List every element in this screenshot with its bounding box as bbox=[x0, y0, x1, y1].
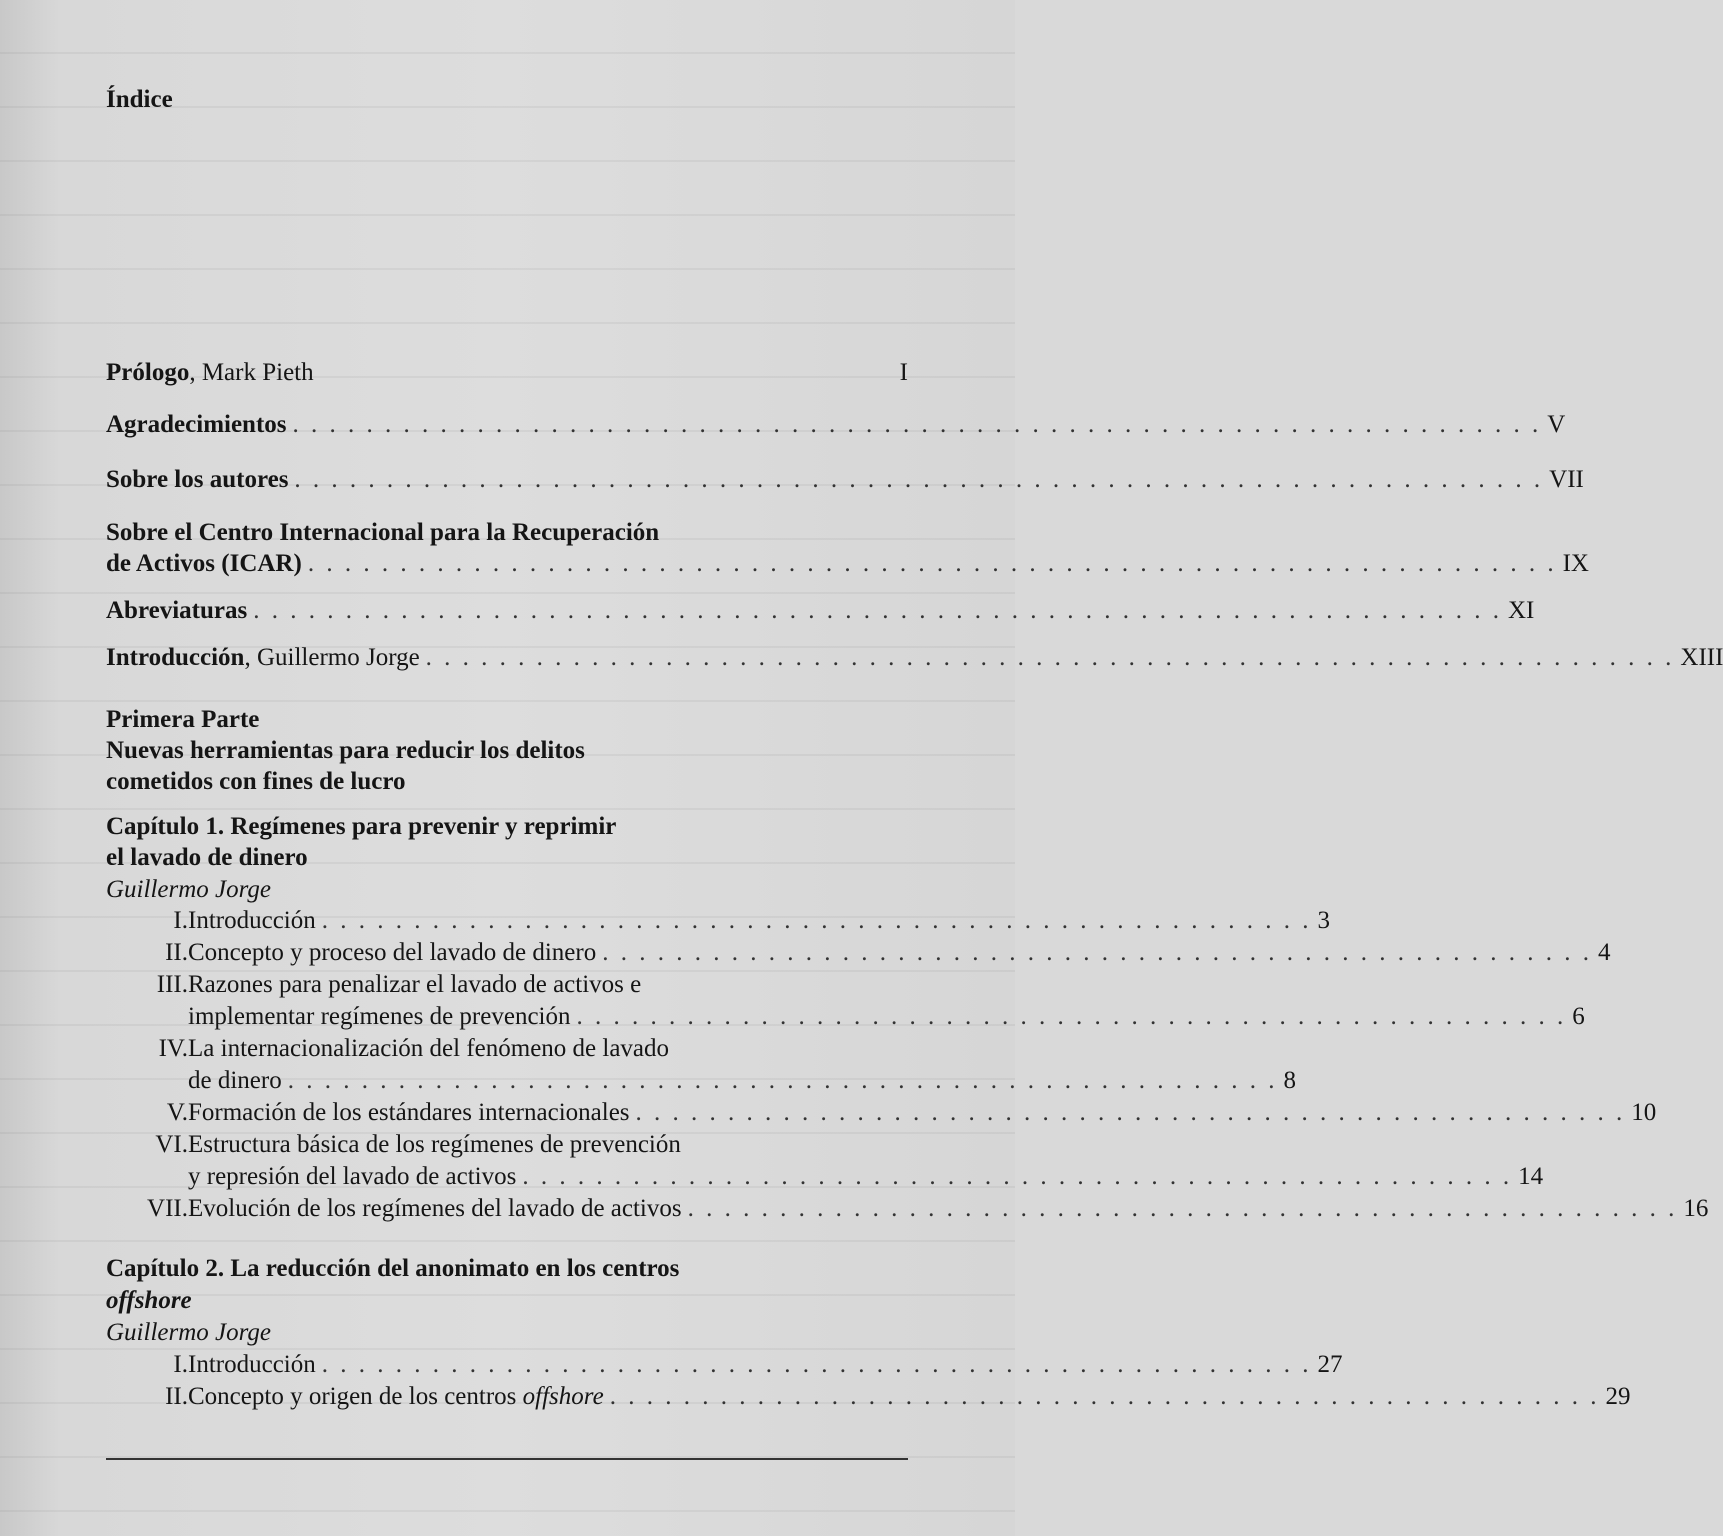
entry-page: VII bbox=[1549, 466, 1584, 493]
item-title: Razones para penalizar el lavado de activos e bbox=[188, 971, 642, 998]
entry-page: IX bbox=[1562, 550, 1589, 577]
item-page: 4 bbox=[1597, 939, 1611, 966]
toc-entry-sobre-autores bbox=[106, 465, 1584, 495]
item-number: II. bbox=[165, 1383, 188, 1410]
part-label: Primera Parte bbox=[106, 706, 260, 733]
item-page: 6 bbox=[1572, 1003, 1585, 1030]
chapter1-title-line1: Capítulo 1. Regímenes para prevenir y reprimir bbox=[106, 813, 617, 840]
item-number: VI. bbox=[155, 1131, 188, 1158]
item-page: 14 bbox=[1518, 1163, 1544, 1190]
item-number: V. bbox=[166, 1099, 188, 1126]
leader-dots: . . . . . . . . . . . . . . . . . . . . . . . . . . . . . . . . . . . . . . . . . . . . . . . . . . . . . . . . . . . . . . . . . . . . bbox=[425, 644, 1675, 671]
item-title: de dinero bbox=[188, 1067, 282, 1094]
footer-rule bbox=[106, 1458, 908, 1460]
item-title: Evolución de los regímenes del lavado de activos bbox=[188, 1195, 682, 1222]
chapter1-author: Guillermo Jorge bbox=[106, 876, 272, 903]
item-title: La internacionalización del fenómeno de lavado bbox=[188, 1035, 670, 1062]
toc-entry-agradecimientos bbox=[106, 410, 1566, 440]
entry-label-line1: Sobre el Centro Internacional para la Recuperación bbox=[106, 519, 660, 546]
item-title: Concepto y origen de los centros bbox=[188, 1383, 523, 1410]
entry-author: , Guillermo Jorge bbox=[244, 644, 420, 671]
leader-dots: . . . . . . . . . . . . . . . . . . . . . . . . . . . . . . . . . . . . . . . . . . . . . . . . . . . . . . . . . . . . . . . . . . . . bbox=[307, 550, 1557, 577]
toc-entry-abreviaturas bbox=[106, 596, 1535, 626]
entry-page: V bbox=[1547, 411, 1566, 438]
item-title: Introducción bbox=[188, 1351, 316, 1378]
item-title: Introducción bbox=[188, 907, 316, 934]
entry-page: XIII bbox=[1680, 644, 1723, 671]
leader-dots: . . . . . . . . . . . . . . . . . . . . . . . . . . . . . . . . . . . . . . . . . . . . . . . . . . . . . . bbox=[321, 907, 1312, 934]
leader-dots: . . . . . . . . . . . . . . . . . . . . . . . . . . . . . . . . . . . . . . . . . . . . . . . . . . . . . . bbox=[687, 1195, 1678, 1222]
toc-entry-icar bbox=[106, 549, 1589, 579]
entry-label: Agradecimientos bbox=[106, 411, 287, 438]
item-number: VII. bbox=[147, 1195, 188, 1222]
item-page: 3 bbox=[1317, 907, 1330, 934]
item-page: 8 bbox=[1283, 1067, 1296, 1094]
leader-dots: . . . . . . . . . . . . . . . . . . . . . . . . . . . . . . . . . . . . . . . . . . . . . . . . . . . . . . bbox=[635, 1099, 1626, 1126]
item-page: 10 bbox=[1631, 1099, 1657, 1126]
item-page: 29 bbox=[1605, 1383, 1631, 1410]
entry-author: , Mark Pieth bbox=[189, 359, 314, 386]
chapter2-title-line2: offshore bbox=[106, 1287, 192, 1314]
leader-dots: . . . . . . . . . . . . . . . . . . . . . . . . . . . . . . . . . . . . . . . . . . . . . . . . . . . . . . bbox=[576, 1003, 1567, 1030]
entry-page: XI bbox=[1507, 597, 1535, 624]
entry-label: de Activos (ICAR) bbox=[106, 550, 302, 577]
leader-dots: . . . . . . . . . . . . . . . . . . . . . . . . . . . . . . . . . . . . . . . . . . . . . . . . . . . . . . bbox=[287, 1067, 1278, 1094]
item-number: I. bbox=[173, 907, 188, 934]
leader-dots: . . . . . . . . . . . . . . . . . . . . . . . . . . . . . . . . . . . . . . . . . . . . . . . . . . . . . . bbox=[602, 939, 1592, 966]
item-title: Concepto y proceso del lavado de dinero bbox=[188, 939, 597, 966]
item-title-italic: offshore bbox=[522, 1383, 604, 1410]
chapter2-author: Guillermo Jorge bbox=[106, 1319, 272, 1346]
item-number: IV. bbox=[158, 1035, 188, 1062]
leader-dots: . . . . . . . . . . . . . . . . . . . . . . . . . . . . . . . . . . . . . . . . . . . . . . . . . . . . . . bbox=[609, 1383, 1600, 1410]
leader-dots: . . . . . . . . . . . . . . . . . . . . . . . . . . . . . . . . . . . . . . . . . . . . . . . . . . . . . . bbox=[522, 1163, 1513, 1190]
part-title-line1: Nuevas herramientas para reducir los delitos bbox=[106, 737, 585, 764]
item-title: Formación de los estándares internacionales bbox=[188, 1099, 630, 1126]
chapter2-title-line1: Capítulo 2. La reducción del anonimato en los centros bbox=[106, 1255, 680, 1282]
item-page: 16 bbox=[1683, 1195, 1709, 1222]
entry-label: Introducción bbox=[106, 644, 245, 671]
leader-dots: . . . . . . . . . . . . . . . . . . . . . . . . . . . . . . . . . . . . . . . . . . . . . . . . . . . . . . . . . . . . . . . . . . . . bbox=[292, 411, 1542, 438]
entry-label: Prólogo bbox=[106, 359, 190, 386]
toc-entry-prologo bbox=[106, 358, 908, 388]
item-number: I. bbox=[173, 1351, 188, 1378]
item-title: y represión del lavado de activos bbox=[188, 1163, 517, 1190]
leader-dots: . . . . . . . . . . . . . . . . . . . . . . . . . . . . . . . . . . . . . . . . . . . . . . . . . . . . . . bbox=[321, 1351, 1312, 1378]
toc-entry-introduccion bbox=[106, 643, 1723, 673]
item-title: Estructura básica de los regímenes de prevención bbox=[188, 1131, 681, 1158]
page-title: Índice bbox=[106, 86, 173, 113]
leader-dots: . . . . . . . . . . . . . . . . . . . . . . . . . . . . . . . . . . . . . . . . . . . . . . . . . . . . . . . . . . . . . . . . . . . . bbox=[253, 597, 1502, 624]
leader-dots: . . . . . . . . . . . . . . . . . . . . . . . . . . . . . . . . . . . . . . . . . . . . . . . . . . . . . . . . . . . . . . . . . . . . bbox=[294, 466, 1544, 493]
entry-label: Sobre los autores bbox=[106, 466, 289, 493]
item-title: implementar regímenes de prevención bbox=[188, 1003, 571, 1030]
entry-page: I bbox=[899, 359, 908, 386]
part-title-line2: cometidos con fines de lucro bbox=[106, 768, 406, 795]
item-number: III. bbox=[156, 971, 188, 998]
item-number: II. bbox=[165, 939, 188, 966]
chapter1-title-line2: el lavado de dinero bbox=[106, 844, 308, 871]
entry-label: Abreviaturas bbox=[106, 597, 248, 624]
item-page: 27 bbox=[1317, 1351, 1343, 1378]
